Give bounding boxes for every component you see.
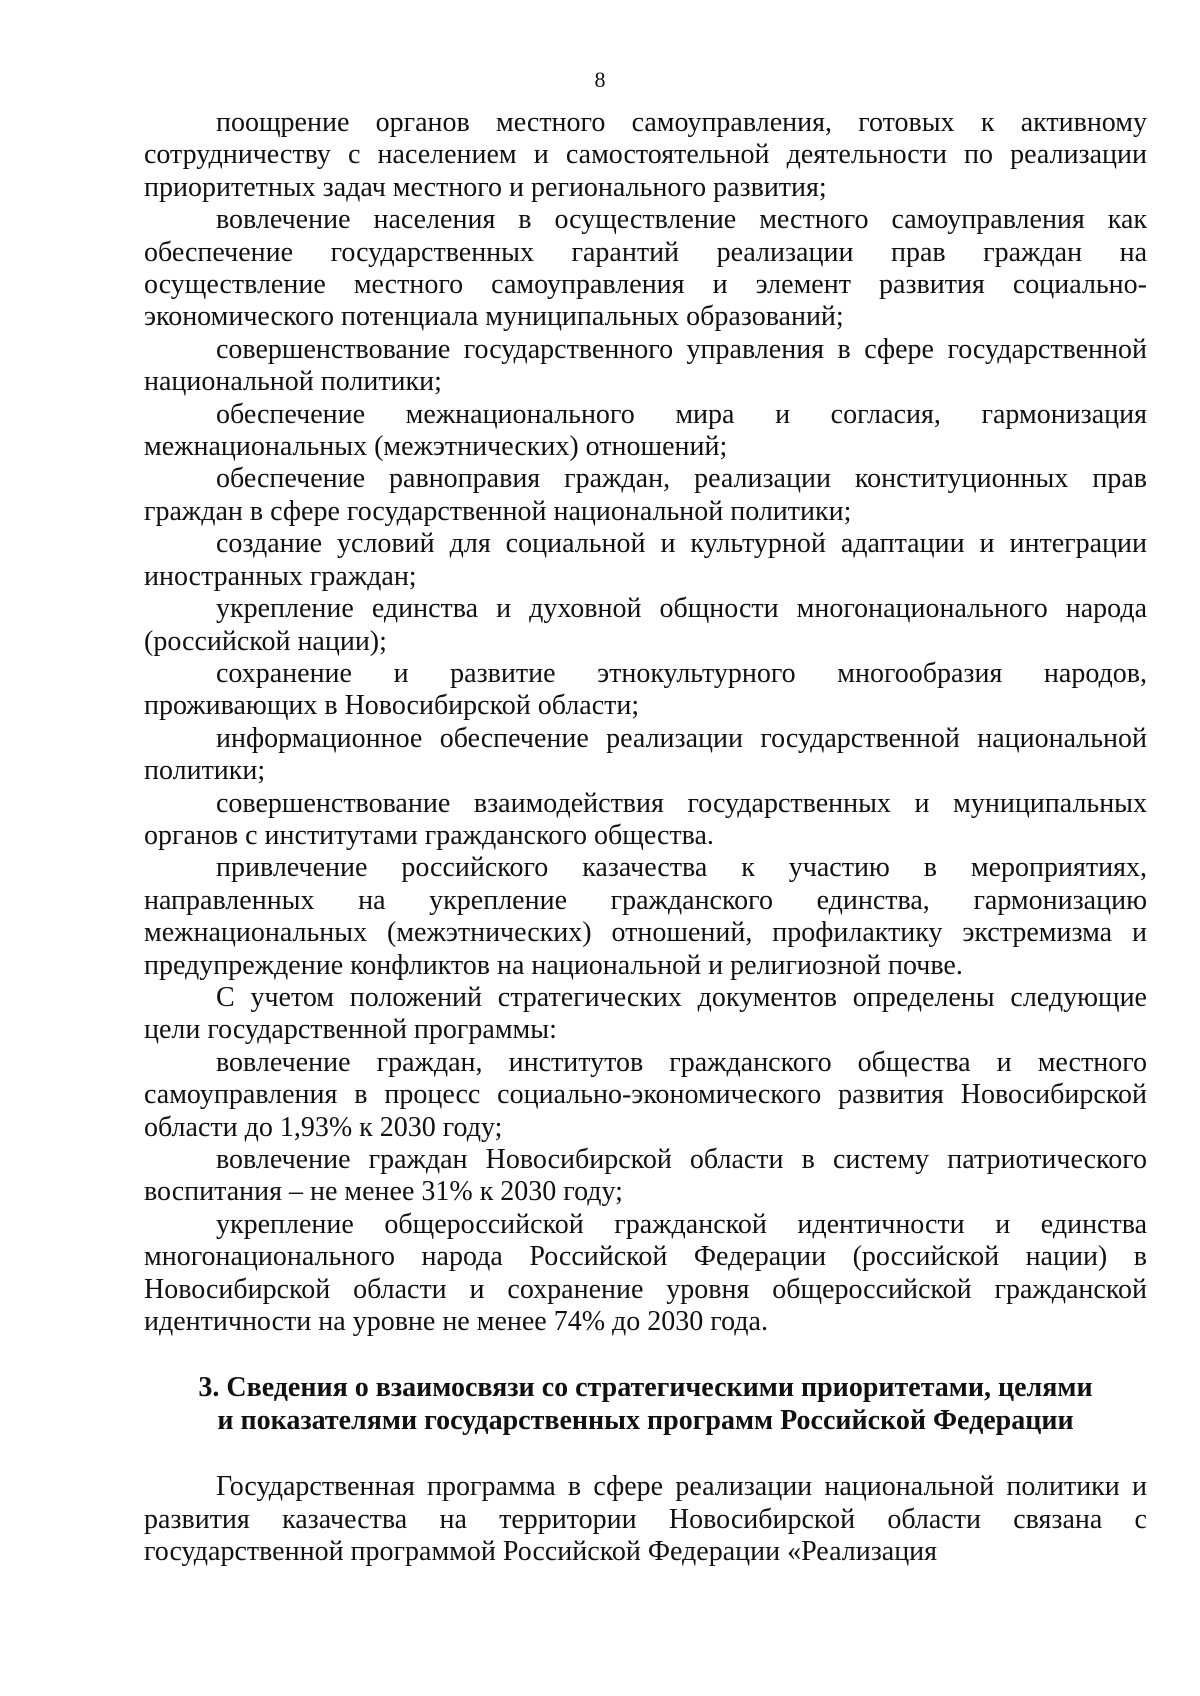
paragraph: информационное обеспечение реализации государственной национальной политики; — [144, 722, 1147, 787]
section-heading — [144, 1372, 1147, 1437]
paragraph: укрепление единства и духовной общности многонационального народа (российской нации); — [144, 593, 1147, 657]
paragraph: привлечение российского казачества к участию в мероприятиях, направленных на укрепление гражданского единства, гармонизацию межнациональных (межэтнических) отношений, профилактику экстремизма и предупреждение конфликтов на национальной и религиозной почве. — [144, 852, 1147, 981]
paragraph: обеспечение межнационального мира и согласия, гармонизация межнациональных (межэтнических) отношений; — [144, 398, 1147, 463]
paragraph: совершенствование взаимодействия государственных и муниципальных органов с институтами гражданского общества. — [144, 787, 1147, 851]
paragraph: вовлечение граждан Новосибирской области в систему патриотического воспитания – не менее 31% к 2030 году; — [144, 1144, 1147, 1208]
section-heading-line: и показателями государственных программ Российской Федерации — [217, 1404, 1074, 1436]
paragraph: вовлечение населения в осуществление местного самоуправления как обеспечение государственных гарантий реализации прав граждан на осуществление местного самоуправления и элемент развития социально-экономического потенциала муниципальных образований; — [144, 204, 1147, 333]
paragraph: совершенствование государственного управления в сфере государственной национальной политики; — [144, 333, 1147, 398]
document-body — [144, 107, 1147, 1568]
paragraph: Государственная программа в сфере реализации национальной политики и развития казачества на территории Новосибирской области связана с государственной программой Российской Федерации «Реализация — [144, 1471, 1147, 1568]
paragraph: укрепление общероссийской гражданской идентичности и единства многонационального народа Российской Федерации (российской нации) в Новосибирской области и сохранение уровня общероссийской гражданской идентичности на уровне не менее 74% до 2030 года. — [144, 1208, 1147, 1338]
paragraph: обеспечение равноправия граждан, реализации конституционных прав граждан в сфере государственной национальной политики; — [144, 463, 1147, 527]
paragraph: вовлечение граждан, институтов гражданского общества и местного самоуправления в процесс социально-экономического развития Новосибирской области до 1,93% к 2030 году; — [144, 1046, 1147, 1143]
page-number: 8 — [594, 67, 606, 92]
paragraph: создание условий для социальной и культурной адаптации и интеграции иностранных граждан; — [144, 528, 1147, 592]
paragraph: поощрение органов местного самоуправления, готовых к активному сотрудничеству с населением и самостоятельной деятельности по реализации приоритетных задач местного и регионального развития; — [144, 107, 1147, 203]
paragraph: С учетом положений стратегических документов определены следующие цели государственной программы: — [144, 981, 1147, 1046]
section-heading-line: 3. Сведения о взаимосвязи со стратегическими приоритетами, целями — [198, 1372, 1093, 1404]
paragraph: сохранение и развитие этнокультурного многообразия народов, проживающих в Новосибирской области; — [144, 657, 1147, 722]
